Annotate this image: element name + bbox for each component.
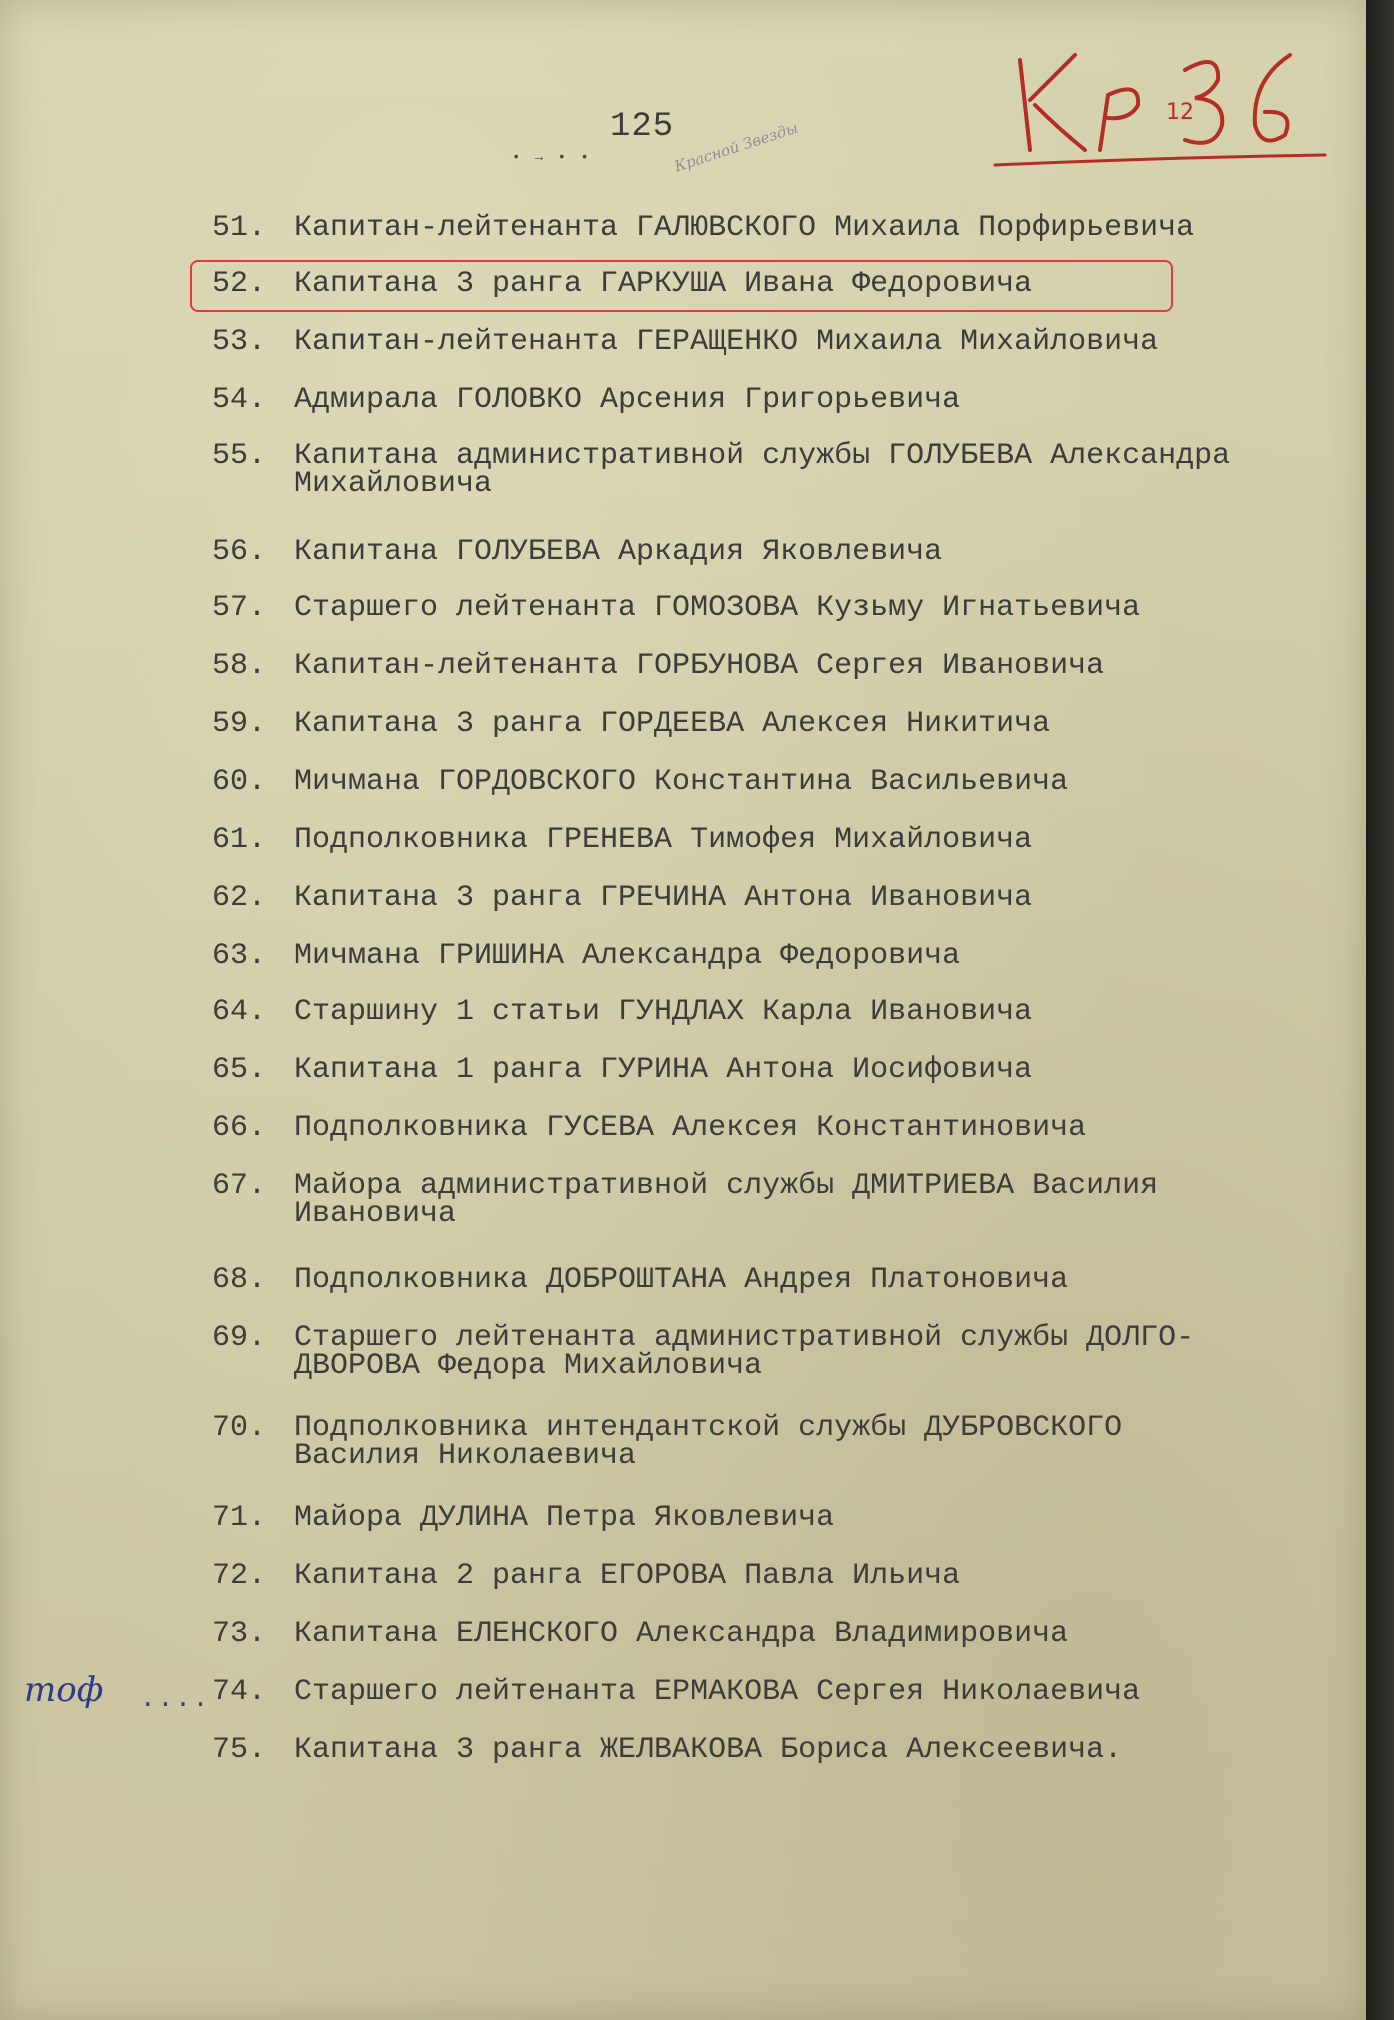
list-item xyxy=(212,766,1352,798)
list-item xyxy=(212,1560,1352,1592)
entry-continuation: Ивановича xyxy=(294,1197,457,1231)
list-item xyxy=(212,1112,1352,1144)
scan-edge xyxy=(1366,0,1394,2020)
list-item xyxy=(212,1322,1352,1382)
entry-text: Подполковника ГРЕНЕВА Тимофея Михайловича xyxy=(294,823,1033,857)
entry-number: 72. xyxy=(212,1559,267,1593)
entry-text: Адмирала ГОЛОВКО Арсения Григорьевича xyxy=(294,383,961,417)
list-item xyxy=(212,882,1352,914)
entry-text: Капитана 3 ранга ГРЕЧИНА Антона Ивановича xyxy=(294,881,1033,915)
entry-text: Майора ДУЛИНА Петра Яковлевича xyxy=(294,1501,835,1535)
entry-continuation: Михайловича xyxy=(294,467,493,501)
list-item xyxy=(212,212,1352,244)
list-item xyxy=(212,996,1352,1028)
entry-text: Капитана 3 ранга ГАРКУША Ивана Федоровича xyxy=(294,267,1033,301)
entry-text: Подполковника ДОБРОШТАНА Андрея Платоновича xyxy=(294,1263,1069,1297)
entry-text: Мичмана ГРИШИНА Александра Федоровича xyxy=(294,939,961,973)
red-pencil-stroke-6 xyxy=(1255,55,1290,141)
entry-number: 58. xyxy=(212,649,267,683)
list-item xyxy=(212,1054,1352,1086)
list-item xyxy=(212,1412,1352,1472)
entry-text: Капитан-лейтенанта ГОРБУНОВА Сергея Ивановича xyxy=(294,649,1105,683)
list-item xyxy=(212,536,1352,568)
list-item xyxy=(212,824,1352,856)
entry-text: Капитана ГОЛУБЕВА Аркадия Яковлевича xyxy=(294,535,943,569)
list-item xyxy=(212,1618,1352,1650)
red-pencil-stroke-k xyxy=(1020,55,1085,150)
entry-number: 69. xyxy=(212,1321,267,1355)
faint-stamp: Красной Звезды xyxy=(672,118,801,176)
entry-number: 55. xyxy=(212,439,267,473)
list-item xyxy=(212,1676,1352,1708)
entry-number: 51. xyxy=(212,211,267,245)
margin-note: тоф xyxy=(24,1670,104,1710)
entry-text: Старшего лейтенанта ЕРМАКОВА Сергея Николаевича xyxy=(294,1675,1141,1709)
margin-note-dots: .... xyxy=(140,1684,211,1714)
entry-number: 56. xyxy=(212,535,267,569)
entry-text: Капитан-лейтенанта ГЕРАЩЕНКО Михаила Михайловича xyxy=(294,325,1159,359)
entry-continuation: ДВОРОВА Федора Михайловича xyxy=(294,1349,763,1383)
entry-number: 62. xyxy=(212,881,267,915)
entry-number: 64. xyxy=(212,995,267,1029)
red-pencil-underline xyxy=(995,155,1325,165)
page-number-marks: • → • • xyxy=(512,150,592,166)
entry-number: 67. xyxy=(212,1169,267,1203)
entry-number: 65. xyxy=(212,1053,267,1087)
entry-number: 73. xyxy=(212,1617,267,1651)
list-item xyxy=(212,1170,1352,1230)
list-item xyxy=(212,326,1352,358)
entry-text: Капитана 2 ранга ЕГОРОВА Павла Ильича xyxy=(294,1559,961,1593)
entry-text: Капитан-лейтенанта ГАЛЮВСКОГО Михаила Порфирьевича xyxy=(294,211,1195,245)
entry-text: Капитана административной службы ГОЛУБЕВА Александра xyxy=(294,439,1231,473)
entry-number: 61. xyxy=(212,823,267,857)
red-pencil-annotation xyxy=(990,40,1330,180)
red-pencil-subnumber: 12 xyxy=(1166,100,1194,125)
page-number: 125 xyxy=(610,108,675,146)
entry-number: 74. xyxy=(212,1675,267,1709)
list-item xyxy=(212,1264,1352,1296)
entry-text: Капитана ЕЛЕНСКОГО Александра Владимировича xyxy=(294,1617,1069,1651)
entry-number: 70. xyxy=(212,1411,267,1445)
entry-text: Капитана 1 ранга ГУРИНА Антона Иосифовича xyxy=(294,1053,1033,1087)
entry-text: Старшего лейтенанта административной службы ДОЛГО- xyxy=(294,1321,1195,1355)
entry-text: Старшину 1 статьи ГУНДЛАХ Карла Ивановича xyxy=(294,995,1033,1029)
entry-number: 60. xyxy=(212,765,267,799)
entry-number: 63. xyxy=(212,939,267,973)
entry-number: 57. xyxy=(212,591,267,625)
list-item xyxy=(212,650,1352,682)
list-item xyxy=(212,708,1352,740)
entry-number: 75. xyxy=(212,1733,267,1767)
list-item xyxy=(212,440,1352,500)
entry-number: 66. xyxy=(212,1111,267,1145)
entry-text: Мичмана ГОРДОВСКОГО Константина Васильевича xyxy=(294,765,1069,799)
entry-number: 68. xyxy=(212,1263,267,1297)
entry-text: Майора административной службы ДМИТРИЕВА Василия xyxy=(294,1169,1159,1203)
entry-number: 52. xyxy=(212,267,267,301)
list-item xyxy=(212,1734,1352,1766)
list-item xyxy=(212,940,1352,972)
list-item xyxy=(212,384,1352,416)
entry-number: 53. xyxy=(212,325,267,359)
entry-number: 59. xyxy=(212,707,267,741)
list-item xyxy=(212,268,1352,300)
entry-number: 54. xyxy=(212,383,267,417)
entry-text: Подполковника интендантской службы ДУБРОВСКОГО xyxy=(294,1411,1123,1445)
entry-text: Подполковника ГУСЕВА Алексея Константиновича xyxy=(294,1111,1087,1145)
list-item xyxy=(212,1502,1352,1534)
entry-text: Капитана 3 ранга ГОРДЕЕВА Алексея Никитича xyxy=(294,707,1051,741)
entry-number: 71. xyxy=(212,1501,267,1535)
entry-text: Старшего лейтенанта ГОМОЗОВА Кузьму Игнатьевича xyxy=(294,591,1141,625)
entry-continuation: Василия Николаевича xyxy=(294,1439,637,1473)
entry-text: Капитана 3 ранга ЖЕЛВАКОВА Бориса Алексеевича. xyxy=(294,1733,1123,1767)
list-item xyxy=(212,592,1352,624)
red-pencil-stroke-r xyxy=(1100,89,1138,150)
